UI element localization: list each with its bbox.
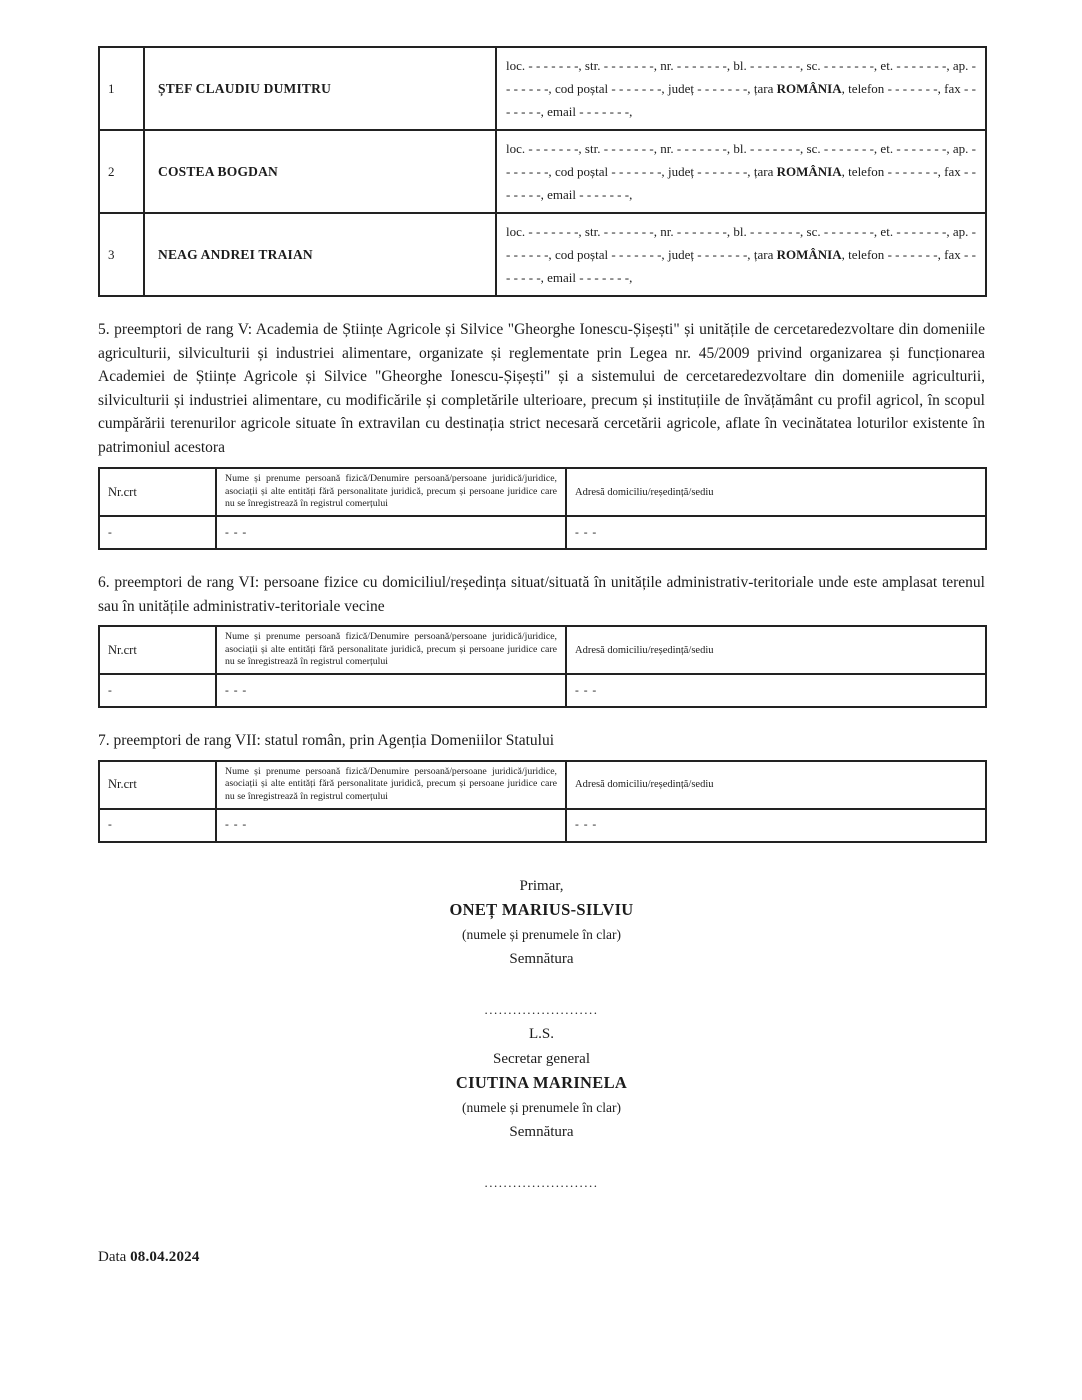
- preemptor-address: [496, 130, 986, 213]
- cell-name: - - -: [216, 516, 566, 549]
- cell-nr: -: [99, 516, 216, 549]
- preemptor-name: ȘTEF CLAUDIU DUMITRU: [144, 47, 496, 130]
- section-paragraph-rank7: 7. preemptori de rang VII: statul român, prin Agenția Domeniilor Statului: [98, 732, 555, 749]
- signature-dotted-line: ........................: [484, 1001, 599, 1017]
- preemptor-address: [496, 213, 986, 296]
- column-header-name: Nume și prenume persoană fizică/Denumire persoană/persoane juridică/juridice, asociații și alte entități fără personalitate juridică, precum și persoane juridice care nu se înregistrează în registrul comerțului: [216, 761, 566, 809]
- column-header-name: Nume și prenume persoană fizică/Denumire persoană/persoane juridică/juridice, asociații și alte entități fără personalitate juridică, precum și persoane juridice care nu se înregistrează în registrul comerțului: [216, 468, 566, 516]
- cell-name: - - -: [216, 809, 566, 842]
- table-header-row: [99, 626, 986, 674]
- primar-title: Primar,: [519, 877, 564, 894]
- column-header-nr: Nr.crt: [99, 761, 216, 809]
- cell-nr: -: [99, 809, 216, 842]
- address-template-tail: , telefon - - - - - - -, fax - - - - - - -, email - - - - - - -,: [506, 81, 977, 119]
- preemptor-table-rank6: [98, 625, 987, 708]
- cell-address: - - -: [566, 516, 986, 549]
- cell-name: - - -: [216, 674, 566, 707]
- preemptor-name: NEAG ANDREI TRAIAN: [144, 213, 496, 296]
- preemptor-table-rank7: [98, 760, 987, 843]
- preemptor-list-table: [98, 46, 987, 297]
- address-template-tail: , telefon - - - - - - -, fax - - - - - - -, email - - - - - - -,: [506, 164, 977, 202]
- ls-seal-label: L.S.: [528, 1026, 554, 1042]
- cell-address: - - -: [566, 809, 986, 842]
- row-number: 1: [99, 47, 144, 130]
- column-header-nr: Nr.crt: [99, 468, 216, 516]
- address-country: ROMÂNIA: [776, 81, 842, 96]
- table-row: [99, 47, 986, 130]
- cell-address: - - -: [566, 674, 986, 707]
- address-template: loc. - - - - - - -, str. - - - - - - -, nr. - - - - - - -, bl. - - - - - - -, sc. - - - - - - -, et. - - - - - - -, ap. - - - - - - -, cod poștal - - - - - - -, județ - - - - - - -, țara: [506, 141, 976, 179]
- section-paragraph-rank6: 6. preemptori de rang VI: persoane fizice cu domiciliul/reședința situat/situată în unitățile administrativ-teritoriale unde este amplasat terenul sau în unitățile administrativ-teritoriale vecine: [98, 574, 985, 615]
- table-header-row: [99, 468, 986, 516]
- table-header-row: [99, 761, 986, 809]
- column-header-address: Adresă domiciliu/reședință/sediu: [566, 761, 986, 809]
- column-header-name: Nume și prenume persoană fizică/Denumire persoană/persoane juridică/juridice, asociații și alte entități fără personalitate juridică, precum și persoane juridice care nu se înregistrează în registrul comerțului: [216, 626, 566, 674]
- primar-name: ONEȚ MARIUS-SILVIU: [449, 900, 634, 919]
- address-country: ROMÂNIA: [776, 247, 842, 262]
- preemptor-name: COSTEA BOGDAN: [144, 130, 496, 213]
- signature-label: Semnătura: [509, 1124, 574, 1140]
- table-row: [99, 130, 986, 213]
- address-template-tail: , telefon - - - - - - -, fax - - - - - - -, email - - - - - - -,: [506, 247, 977, 285]
- table-row: [99, 516, 986, 549]
- section-paragraph-rank5: 5. preemptori de rang V: Academia de Științe Agricole și Silvice "Gheorghe Ionescu-Șișești" și unitățile de cercetaredezvoltare din domeniile agriculturii, silviculturii și industriei alimentare, organizate și reglementate prin Legea nr. 45/2009 privind organizarea și funcționarea Academiei de Științe Agricole și Silvice "Gheorghe Ionescu-Șișești" și a sistemului de cercetaredezvoltare din domeniile agriculturii, silviculturii și industriei alimentare, cu modificările și completările ulterioare, precum și instituțiile de învățământ cu profil agricol, în scopul cumpărării terenurilor agricole situate în extravilan cu destinația strict necesară cercetării agricole, aflate în vecinătatea loturilor existente în patrimoniul acestora: [98, 321, 985, 456]
- name-in-clear-note: (numele și prenumele în clar): [462, 926, 621, 942]
- column-header-address: Adresă domiciliu/reședință/sediu: [566, 468, 986, 516]
- preemptor-address: [496, 47, 986, 130]
- date-label: Data: [98, 1249, 131, 1265]
- table-row: [99, 213, 986, 296]
- row-number: 3: [99, 213, 144, 296]
- preemptor-table-rank5: [98, 467, 987, 550]
- address-country: ROMÂNIA: [776, 164, 842, 179]
- address-template: loc. - - - - - - -, str. - - - - - - -, nr. - - - - - - -, bl. - - - - - - -, sc. - - - - - - -, et. - - - - - - -, ap. - - - - - - -, cod poștal - - - - - - -, județ - - - - - - -, țara: [506, 224, 976, 262]
- date-line: [98, 1249, 985, 1266]
- table-row: [99, 674, 986, 707]
- column-header-address: Adresă domiciliu/reședință/sediu: [566, 626, 986, 674]
- secretar-title: Secretar general: [492, 1050, 591, 1067]
- address-template: loc. - - - - - - -, str. - - - - - - -, nr. - - - - - - -, bl. - - - - - - -, sc. - - - - - - -, et. - - - - - - -, ap. - - - - - - -, cod poștal - - - - - - -, județ - - - - - - -, țara: [506, 58, 976, 96]
- table-row: [99, 809, 986, 842]
- row-number: 2: [99, 130, 144, 213]
- name-in-clear-note: (numele și prenumele în clar): [462, 1099, 621, 1115]
- signature-dotted-line: ........................: [484, 1174, 599, 1190]
- date-value: 08.04.2024: [130, 1249, 200, 1265]
- signature-label: Semnătura: [509, 951, 574, 967]
- signature-block: [98, 874, 985, 1196]
- cell-nr: -: [99, 674, 216, 707]
- secretar-name: CIUTINA MARINELA: [455, 1073, 628, 1092]
- column-header-nr: Nr.crt: [99, 626, 216, 674]
